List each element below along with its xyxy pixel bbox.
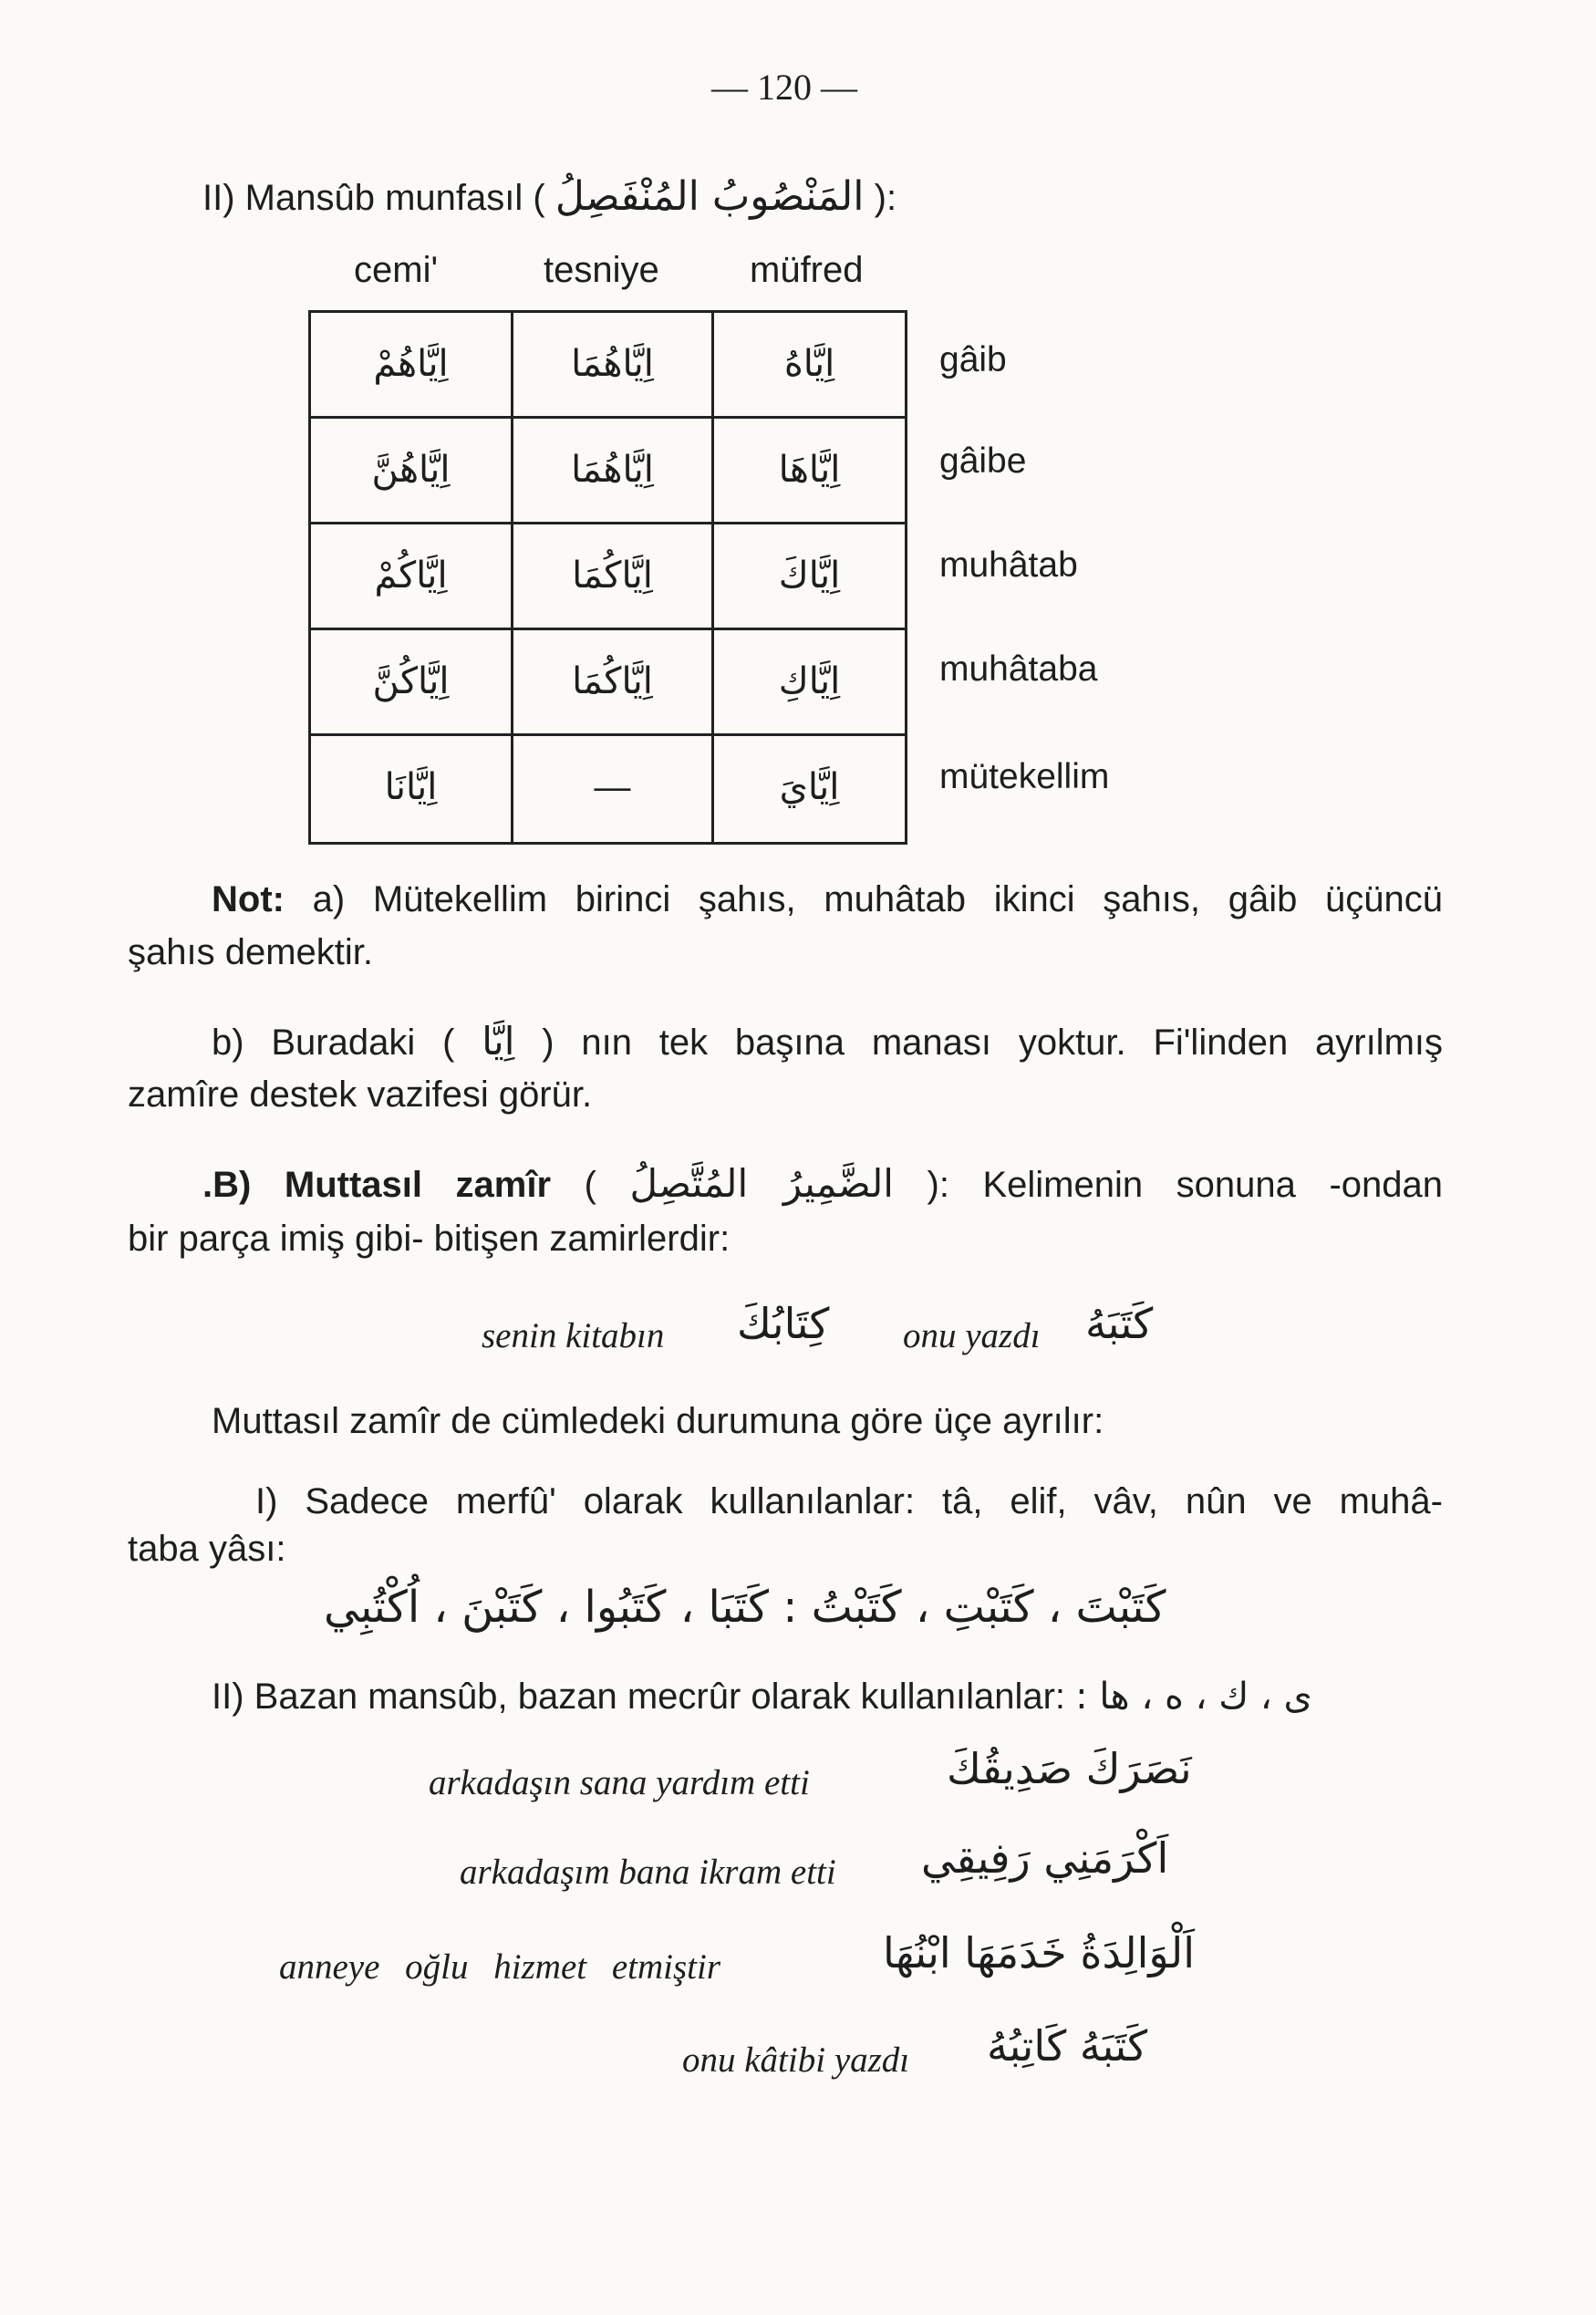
cell-gaibe-mufred: اِيَّاهَا bbox=[778, 449, 841, 491]
example-kitab-tr1: senin kitabın bbox=[482, 1316, 665, 1355]
muttasil-label: .B) Muttasıl zamîr bbox=[202, 1165, 552, 1205]
cell-mutekellim-mufred: اِيَّايَ bbox=[779, 766, 840, 808]
example-3-tr: anneye oğlu hizmet etmiştir bbox=[279, 1947, 721, 1987]
item-i-line2: taba yâsı: bbox=[128, 1529, 286, 1569]
cell-gaibe-tesniye: اِيَّاهُمَا bbox=[571, 449, 654, 491]
note-a-text: a) Mütekellim birinci şahıs, muhâtab ikinci şahıs, gâib üçüncü bbox=[312, 879, 1443, 919]
note-a-line1 bbox=[212, 876, 1443, 923]
header-tesniye: tesniye bbox=[544, 250, 659, 290]
example-kitab-ar1: كِتَابُكَ bbox=[737, 1299, 830, 1348]
cell-muhataba-tesniye: اِيَّاكُمَا bbox=[572, 660, 653, 702]
row-label-muhatab: muhâtab bbox=[939, 545, 1078, 585]
example-4-ar: كَتَبَهُ كَاتِبُهُ bbox=[987, 2021, 1148, 2071]
muttasil-arabic: الضَّمِيرُ المُتَّصِلُ bbox=[629, 1161, 894, 1206]
mansub-munfasil-heading bbox=[202, 173, 896, 222]
row-label-mutekellim: mütekellim bbox=[939, 757, 1110, 796]
muttasil-heading-line2: bir parça imiş gibi- bitişen zamirlerdir: bbox=[128, 1219, 731, 1259]
muttasil-division-text: Muttasıl zamîr de cümledeki durumuna göre üçe ayrılır: bbox=[212, 1401, 1104, 1441]
note-label: Not: bbox=[212, 879, 285, 919]
cell-muhatab-tesniye: اِيَّاكُمَا bbox=[572, 555, 653, 597]
row-label-gaibe: gâibe bbox=[939, 441, 1027, 481]
mansub-label: II) Mansûb munfasıl ( bbox=[202, 178, 545, 218]
cell-muhataba-mufred: اِيَّاكِ bbox=[778, 660, 841, 702]
muttasil-open: ( bbox=[584, 1165, 596, 1205]
header-mufred: müfred bbox=[750, 250, 864, 290]
cell-muhatab-mufred: اِيَّاكَ bbox=[778, 555, 841, 597]
header-cemi: cemi' bbox=[354, 250, 439, 290]
cell-gaib-tesniye: اِيَّاهُمَا bbox=[571, 343, 654, 385]
item-i-line1: I) Sadece merfû' olarak kullanılanlar: tâ, elif, vâv, nûn ve muhâ- bbox=[255, 1481, 1443, 1521]
note-a-line2: şahıs demektir. bbox=[128, 932, 374, 972]
example-4-tr: onu kâtibi yazdı bbox=[682, 2040, 910, 2080]
note-b-line1 bbox=[212, 1018, 1443, 1066]
cell-muhatab-cemi: اِيَّاكُمْ bbox=[374, 555, 448, 597]
item-ii-line bbox=[212, 1673, 1312, 1720]
item-i-arabic: كَتَبْتَ ، كَتَبْتِ ، كَتَبْتُ : كَتَبَا ، كَتَبُوا ، كَتَبْنَ ، اُكْتُبِي bbox=[324, 1582, 1166, 1633]
note-b-post: ) nın tek başına manası yoktur. Fi'linden ayrılmış bbox=[542, 1023, 1443, 1063]
table-border-bottom bbox=[308, 842, 907, 845]
note-b-pre: b) Buradaki ( bbox=[212, 1023, 455, 1063]
example-2-ar: اَكْرَمَنِي رَفِيقِي bbox=[921, 1833, 1169, 1883]
cell-gaib-mufred: اِيَّاهُ bbox=[783, 343, 835, 385]
cell-mutekellim-tesniye: — bbox=[594, 766, 631, 807]
pronoun-table bbox=[308, 310, 907, 845]
row-label-gaib: gâib bbox=[939, 340, 1007, 379]
item-ii-arabic: ى ، ك ، ه ، ها : bbox=[1075, 1676, 1312, 1718]
example-1-ar: نَصَرَكَ صَدِيقُكَ bbox=[947, 1744, 1192, 1793]
example-2-tr: arkadaşım bana ikram etti bbox=[460, 1853, 836, 1892]
item-ii-label: II) Bazan mansûb, bazan mecrûr olarak kullanılanlar: bbox=[212, 1677, 1066, 1717]
cell-mutekellim-cemi: اِيَّانَا bbox=[384, 766, 438, 808]
muttasil-heading-line1 bbox=[202, 1160, 1443, 1209]
muttasil-post: ): Kelimenin sonuna -ondan bbox=[927, 1165, 1444, 1205]
cell-gaibe-cemi: اِيَّاهُنَّ bbox=[371, 449, 451, 491]
table-border-right bbox=[905, 310, 907, 845]
note-b-line2: zamîre destek vazifesi görür. bbox=[128, 1074, 593, 1115]
cell-muhataba-cemi: اِيَّاكُنَّ bbox=[372, 660, 450, 702]
page-number: — 120 — bbox=[711, 67, 857, 108]
example-3-ar: اَلْوَالِدَةُ خَدَمَهَا ابْنُهَا bbox=[883, 1928, 1195, 1978]
note-b-arabic: اِيَّا bbox=[482, 1019, 515, 1064]
example-1-tr: arkadaşın sana yardım etti bbox=[429, 1763, 810, 1802]
row-label-muhataba: muhâtaba bbox=[939, 649, 1098, 689]
mansub-close: ): bbox=[874, 178, 897, 218]
mansub-arabic: المَنْصُوبُ المُنْفَصِلُ bbox=[554, 173, 865, 220]
example-kitab-tr2: onu yazdı bbox=[903, 1316, 1041, 1355]
example-kitab-ar2: كَتَبَهُ bbox=[1085, 1299, 1154, 1348]
cell-gaib-cemi: اِيَّاهُمْ bbox=[373, 343, 449, 385]
